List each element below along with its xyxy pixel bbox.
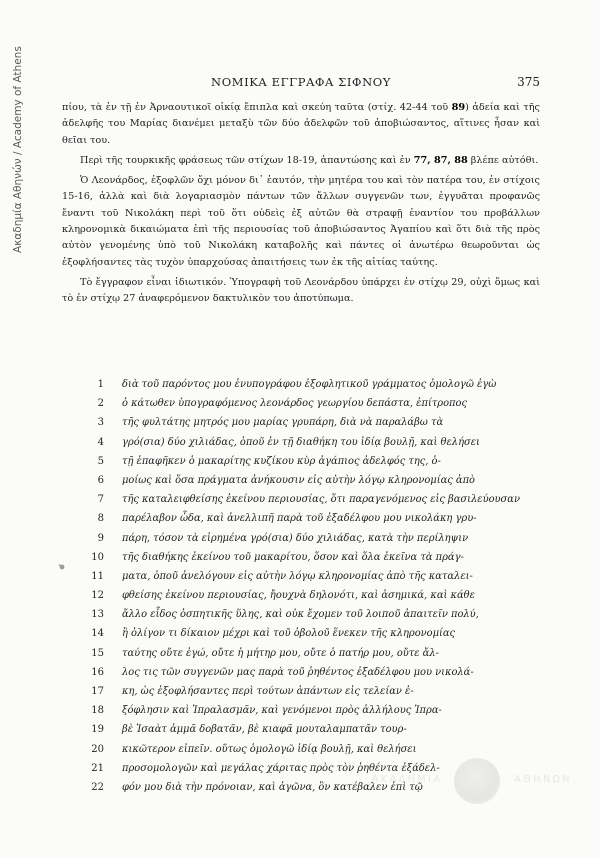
line-text: βὲ Ἰσαὰτ ἀμμᾶ δοβατᾶν, βὲ κιαφᾶ μουταλαμπατᾶν τουρ-	[122, 724, 407, 736]
line-number: 20	[91, 743, 104, 755]
line-text: ἢ ὀλίγον τι δίκαιον μέχρι καὶ τοῦ ὀβολοῦ ἕνεκεν τῆς κληρονομίας	[122, 628, 456, 640]
line-text: φόν μου διὰ τὴν πρόνοιαν, καὶ ἀγῶνα, ὃν κατέβαλεν ἐπὶ τῷ	[122, 781, 423, 793]
academy-watermark	[372, 764, 572, 800]
line-number: 14	[91, 628, 104, 640]
line-text: τῆς φυλτάτης μητρός μου μαρίας γρυπάρη, διὰ νὰ παραλάβω τὰ	[122, 417, 444, 429]
transcription-line	[62, 686, 540, 705]
watermark-word-left: ΑΚΑΔΗΜΙΑ	[372, 774, 443, 785]
line-number: 2	[97, 398, 104, 410]
transcription-line	[62, 398, 540, 417]
transcription-line	[62, 552, 540, 571]
line-number: 21	[91, 762, 104, 774]
transcription-line	[62, 609, 540, 628]
line-number: 22	[91, 781, 104, 793]
line-text: διὰ τοῦ παρόντος μου ἐνυπογράφου ἐξοφλητικοῦ γράμματος ὁμολογῶ ἐγὼ	[122, 379, 497, 390]
paragraph-4: Τὸ ἔγγραφον εἶναι ἰδιωτικόν. Ὑπογραφὴ τοῦ Λεονάρδου ὑπάρχει ἐν στίχῳ 29, οὐχὶ ὅμως καὶ τὸ ἐν στίχῳ 27 ἀναφερόμενον δακτυλικὸν του ἀποτύπωμα.	[62, 276, 540, 305]
transcription-line	[62, 475, 540, 494]
paragraph-1-text-a: πίου, τὰ ἐν τῇ ἐν Ἀρναουτικοῖ οἰκίᾳ ἔπιπλα καὶ σκεύη ταῦτα (στίχ. 42-44 τοῦ	[62, 102, 452, 113]
transcription-line	[62, 590, 540, 609]
paragraph-1	[62, 100, 540, 149]
line-number: 17	[91, 686, 104, 697]
line-text: ἄλλο εἶδος ὁσπητικῆς ὕλης, καὶ οὐκ ἔχομεν τοῦ λοιποῦ ἀπαιτεῖν πολύ,	[122, 609, 479, 621]
line-text: τῆς καταλειφθείσης ἐκείνου περιουσίας, ὅτι παραγενόμενος εἰς βασιλεύουσαν	[122, 494, 520, 506]
line-number: 8	[97, 513, 104, 525]
line-number: 13	[91, 609, 104, 621]
page-title: ΝΟΜΙΚΑ ΕΓΓΡΑΦΑ ΣΙΦΝΟΥ	[211, 75, 391, 89]
transcription-line	[62, 667, 540, 686]
line-text: γρό(σια) δύο χιλιάδας, ὁποῦ ἐν τῇ διαθήκη του ἰδίᾳ βουλῇ, καὶ θελήσει	[122, 436, 480, 448]
line-text: ὁ κάτωθεν ὑπογραφόμενος λεονάρδος γεωργίου δεπάστα, ἐπίτροπος	[122, 398, 467, 410]
line-number: 15	[91, 647, 104, 659]
transcription-line	[62, 724, 540, 743]
transcription-line	[62, 456, 540, 475]
line-number: 1	[97, 379, 104, 390]
line-text: λος τις τῶν συγγενῶν μας παρὰ τοῦ ῥηθέντος ἐξαδέλφου μου νικολά-	[122, 666, 474, 678]
running-head	[62, 75, 540, 93]
line-text: ταύτης οὔτε ἐγώ, οὔτε ἡ μήτηρ μου, οὔτε ὁ πατήρ μου, οὔτε ἄλ-	[122, 647, 439, 659]
ink-smudge-mark	[56, 561, 68, 573]
paragraph-2-text-a: Περὶ τῆς τουρκικῆς φράσεως τῶν στίχων 18-19, ἀπαντώσης καὶ ἐν	[80, 154, 414, 166]
line-number: 11	[91, 570, 104, 582]
line-number: 6	[97, 474, 104, 486]
line-text: ξόφλησιν καὶ Ἰπραλασμᾶν, καὶ γενόμενοι πρὸς ἀλλήλους Ἰπρα-	[122, 705, 442, 717]
line-text: τῆς διαθήκης ἐκείνου τοῦ μακαρίτου, ὅσον καὶ ὅλα ἐκεῖνα τὰ πράγ-	[122, 551, 464, 563]
transcription-line	[62, 513, 540, 532]
transcription-line	[62, 628, 540, 647]
page-number: 375	[517, 75, 540, 89]
transcription-line	[62, 648, 540, 667]
document-transcription	[62, 379, 540, 801]
line-text: ματα, ὁποῦ ἀνελόγουν εἰς αὐτὴν λόγῳ κληρονομίας ἀπὸ τῆς καταλει-	[122, 570, 473, 582]
paragraph-3: Ὁ Λεονάρδος, ἐξοφλῶν ὄχι μόνον δι᾿ ἑαυτόν, τὴν μητέρα του καὶ τὸν πατέρα του, ἐν στίχοις 15-16, ἀλλὰ καὶ διὰ λογαριασμὸν πάντων τῶν ἄλλων συγγενῶν των, ἐγγυᾶται προφανῶς ἔναντι τοῦ Νικολάκη περὶ τοῦ ὅτι οὐδεὶς ἐξ αὐτῶν θὰ στραφῇ ἐναντίον του προβάλλων κληρονομικὰ δικαιώματα ἐπὶ τῆς περιουσίας τοῦ ἀποβιώσαντος Ἀγαπίου καὶ ὅτι διὰ τῆς πρὸς αὐτὸν γενομένης ὑπὸ τοῦ Νικολάκη καταβολῆς καὶ πάντες οἱ ἀνωτέρω θεωροῦνται ὡς ἐξοφλήσαντες τὰς τυχὸν ὑπαρχούσας ἀπαιτήσεις των ἐκ τῆς αἰτίας ταύτης.	[62, 175, 540, 268]
line-text: παρέλαβον ὧδα, καὶ ἀνελλιπῆ παρὰ τοῦ ἐξαδέλφου μου νικολάκη γρυ-	[122, 513, 477, 525]
line-text: μοίως καὶ ὅσα πράγματα ἀνήκουσιν εἰς αὐτὴν λόγῳ κληρονομίας ἀπὸ	[122, 474, 476, 486]
line-number: 5	[97, 455, 104, 467]
academy-side-watermark: Ακαδημία Αθηνών / Academy of Athens	[12, 46, 24, 254]
line-number: 10	[91, 551, 104, 563]
line-text: κικῶτερον εἰπεῖν. οὕτως ὁμολογῶ ἰδίᾳ βουλῇ, καὶ θελήσει	[122, 743, 417, 755]
line-number: 4	[97, 436, 104, 448]
transcription-line	[62, 533, 540, 552]
paragraph-1-text-b: ) ἀδεία καὶ τῆς ἀδελφῆς του Μαρίας διανέμει μεταξὺ τῶν δύο ἀδελφῶν τοῦ ἀποβιώσαντος, αἵτινες ἦσαν καὶ θεῖαι του.	[62, 102, 540, 146]
paragraph-2-text-b: βλέπε αὐτόθι.	[467, 154, 539, 166]
transcription-line	[62, 417, 540, 436]
transcription-line	[62, 437, 540, 456]
line-number: 19	[91, 724, 104, 736]
paragraph-2	[62, 153, 540, 169]
line-text: φθείσης ἐκείνου περιουσίας, ἤουχνὰ δηλονότι, καὶ ἀσημικά, καὶ κάθε	[122, 590, 475, 602]
line-text: πάρη, τόσον τὰ εἰρημένα γρό(σια) δύο χιλιάδας, κατὰ τὴν περίληψιν	[122, 532, 469, 544]
line-number: 3	[97, 417, 104, 429]
commentary-text	[62, 100, 540, 312]
line-number: 12	[91, 590, 104, 602]
watermark-word-right: ΑΘΗΝΩΝ	[514, 774, 572, 785]
line-text: τῇ ἐπαφῆκεν ὁ μακαρίτης κυζίκου κὺρ ἀγάπιος ἀδελφός της, ὁ-	[122, 455, 441, 467]
line-text: κη, ὡς ἐξοφλήσαντες περὶ τούτων ἁπάντων εἰς τελείαν ἐ-	[122, 686, 414, 697]
transcription-line	[62, 571, 540, 590]
academy-seal-icon	[454, 758, 500, 804]
line-number: 18	[91, 705, 104, 717]
document-ref-89: 89	[451, 102, 466, 113]
transcription-line	[62, 705, 540, 724]
transcription-line	[62, 494, 540, 513]
transcription-line	[62, 379, 540, 398]
document-refs-77-87-88: 77, 87, 88	[413, 154, 468, 166]
line-text: προσομολογῶν καὶ μεγάλας χάριτας πρὸς τὸν ῥηθέντα ἐξάδελ-	[122, 762, 440, 774]
line-number: 7	[97, 494, 104, 506]
line-number: 9	[97, 532, 104, 544]
line-number: 16	[91, 666, 104, 678]
